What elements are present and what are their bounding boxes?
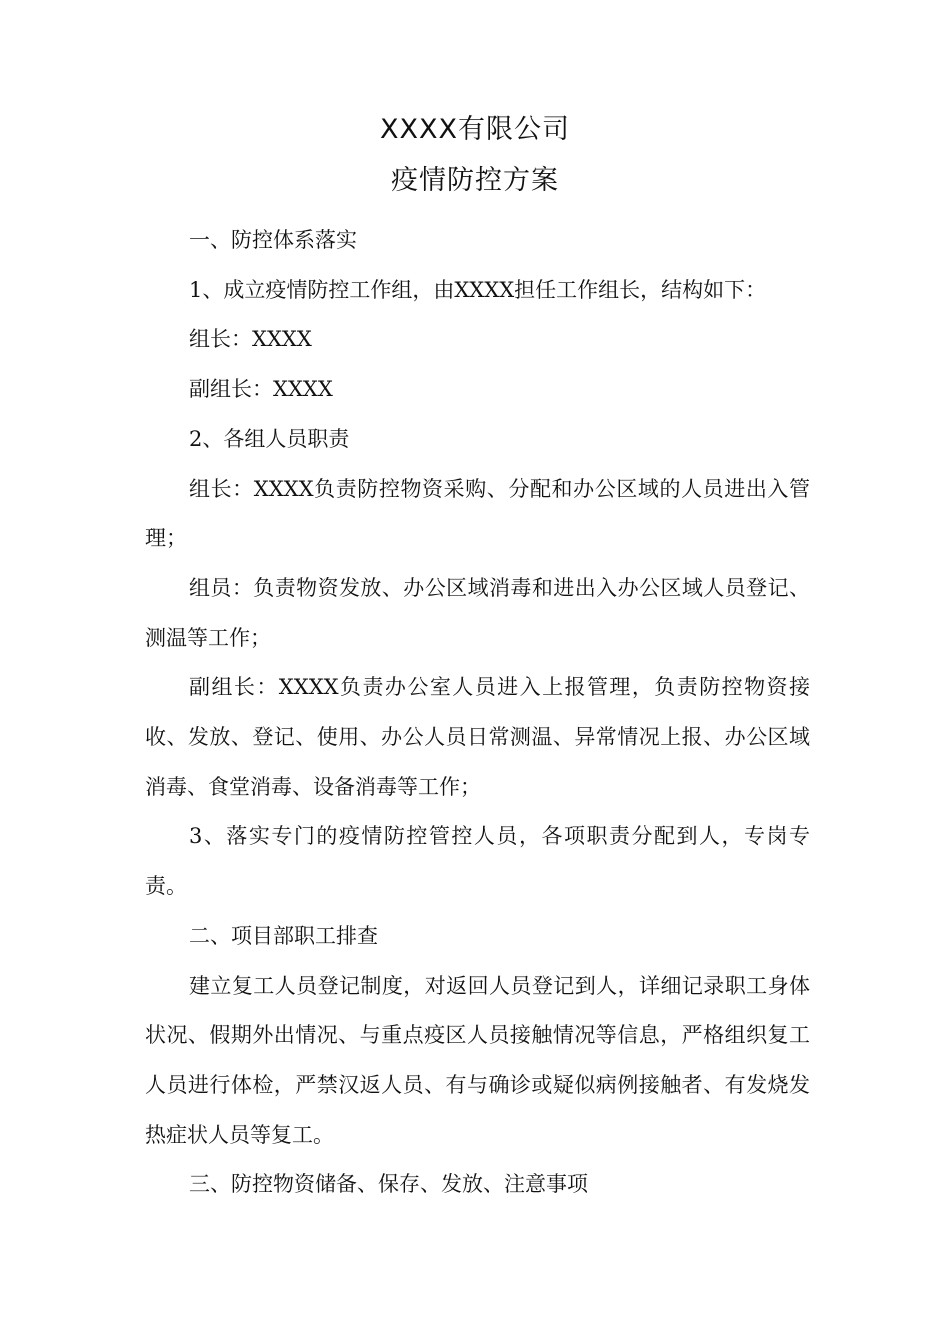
section-heading-3: 三、防控物资储备、保存、发放、注意事项 — [189, 1172, 588, 1197]
paragraph-dedicated-staff: 3、落实专门的疫情防控管控人员，各项职责分配到人，专岗专责。 — [145, 824, 810, 899]
document-body — [145, 216, 810, 1210]
paragraph-leader: 组长：XXXX — [189, 327, 312, 352]
paragraph-leader-duty: 组长：XXXX负责防控物资采购、分配和办公区域的人员进出入管理； — [145, 476, 810, 551]
section-heading-1: 一、防控体系落实 — [189, 228, 357, 252]
paragraph-staff-check: 建立复工人员登记制度，对返回人员登记到人，详细记录职工身体状况、假期外出情况、与重点疫区人员接触情况等信息，严格组织复工人员进行体检，严禁汉返人员、有与确诊或疑似病例接触者、有发烧发热症状人员等复工。 — [145, 973, 810, 1147]
paragraph-deputy-duty: 副组长：XXXX负责办公室人员进入上报管理，负责防控物资接收、发放、登记、使用、办公人员日常测温、异常情况上报、办公区域消毒、食堂消毒、设备消毒等工作； — [145, 675, 810, 799]
paragraph-deputy-leader: 副组长：XXXX — [189, 377, 333, 402]
paragraph-member-duty: 组员：负责物资发放、办公区域消毒和进出入办公区域人员登记、测温等工作； — [145, 575, 810, 650]
plan-title: 疫情防控方案 — [391, 165, 559, 196]
paragraph-workgroup: 1、成立疫情防控工作组，由XXXX担任工作组长，结构如下： — [189, 277, 767, 302]
section-heading-2: 二、项目部职工排查 — [189, 923, 378, 948]
paragraph-duties-heading: 2、各组人员职责 — [189, 426, 350, 451]
company-title: XXXX有限公司 — [380, 114, 570, 145]
